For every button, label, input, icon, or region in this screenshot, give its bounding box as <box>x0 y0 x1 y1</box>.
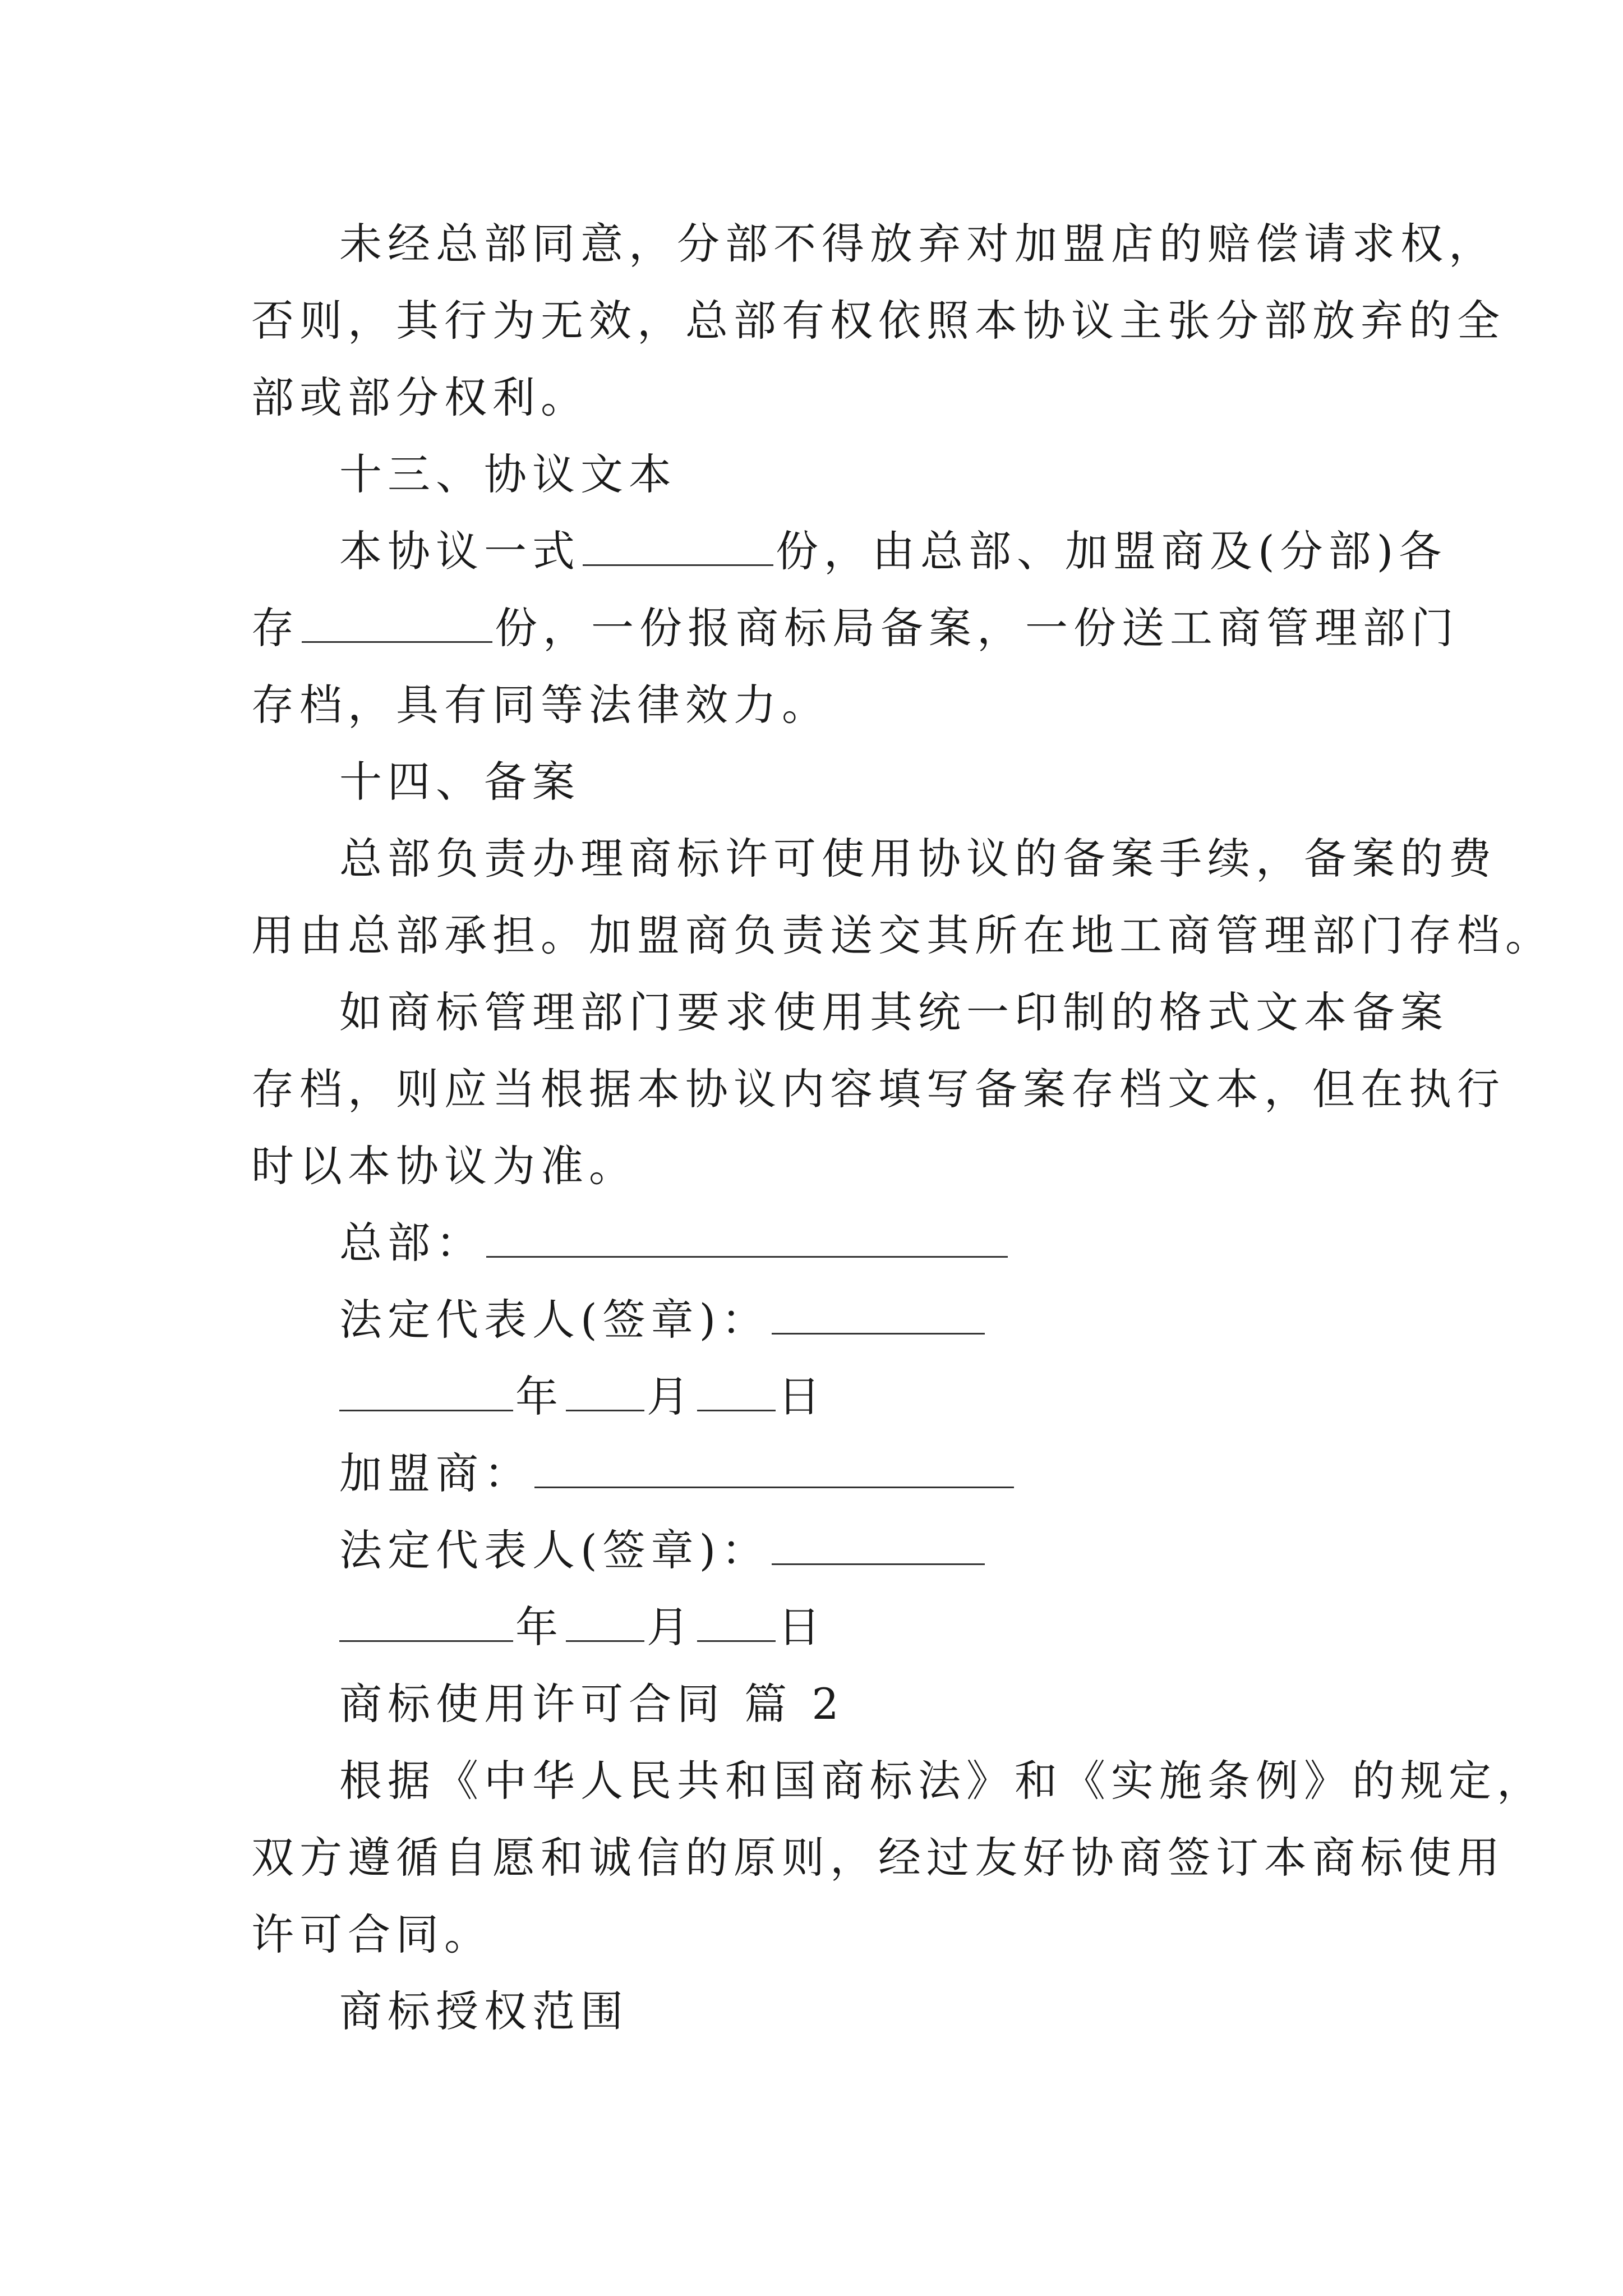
paragraph-line: 许可合同。 <box>251 1910 492 1959</box>
date-line <box>339 1599 826 1655</box>
fill-in-blank <box>583 525 773 566</box>
text-segment: 份，一份报商标局备案，一份送工商管理部门 <box>495 603 1459 653</box>
paragraph-line: 存档，则应当根据本协议内容填写备案存档文本，但在执行 <box>251 1064 1505 1114</box>
day-blank <box>697 1370 776 1411</box>
year-label: 年 <box>515 1372 564 1421</box>
day-label: 日 <box>778 1372 826 1421</box>
year-label: 年 <box>515 1602 564 1652</box>
paragraph-line: 部或部分权利。 <box>251 372 589 422</box>
paragraph-line: 时以本协议为准。 <box>251 1141 637 1191</box>
franchisee-label: 加盟商： <box>339 1448 532 1498</box>
paragraph-line: 如商标管理部门要求使用其统一印制的格式文本备案 <box>339 987 1449 1037</box>
signature-hq <box>339 1215 1010 1271</box>
signature-hq-rep <box>339 1292 987 1348</box>
rep-signature-blank <box>772 1294 985 1335</box>
paragraph-line: 根据《中华人民共和国商标法》和《实施条例》的规定， <box>339 1756 1545 1806</box>
text-segment: 份，由总部、加盟商及(分部)各 <box>776 526 1447 576</box>
text-segment: 本协议一式 <box>339 526 580 576</box>
month-label: 月 <box>647 1602 695 1652</box>
paragraph-line: 用由总部承担。加盟商负责送交其所在地工商管理部门存档。 <box>251 910 1553 960</box>
franchisee-signature-blank <box>534 1447 1014 1488</box>
day-label: 日 <box>778 1602 826 1652</box>
rep-signature-blank <box>772 1524 985 1565</box>
date-line <box>339 1369 826 1425</box>
year-blank <box>339 1370 513 1411</box>
section-heading: 十四、备案 <box>339 757 580 807</box>
signature-franchisee <box>339 1446 1016 1502</box>
month-blank <box>566 1601 644 1642</box>
day-blank <box>697 1601 776 1642</box>
year-blank <box>339 1601 513 1642</box>
rep-label: 法定代表人(签章)： <box>339 1525 770 1575</box>
paragraph-line: 未经总部同意，分部不得放弃对加盟店的赔偿请求权， <box>339 219 1497 269</box>
paragraph-line: 总部负责办理商标许可使用协议的备案手续，备案的费 <box>339 834 1497 884</box>
paragraph-line: 双方遵循自愿和诚信的原则，经过友好协商签订本商标使用 <box>251 1833 1505 1883</box>
paragraph-line <box>339 523 1447 579</box>
hq-signature-blank <box>486 1217 1008 1258</box>
paragraph-line: 存档，具有同等法律效力。 <box>251 680 830 730</box>
section-heading: 十三、协议文本 <box>339 449 677 499</box>
section-title: 商标使用许可合同 篇 2 <box>339 1679 845 1729</box>
month-label: 月 <box>647 1372 695 1421</box>
hq-label: 总部： <box>339 1218 484 1268</box>
signature-franchisee-rep <box>339 1522 987 1579</box>
paragraph-line <box>251 600 1459 656</box>
paragraph-line: 否则，其行为无效，总部有权依照本协议主张分部放弃的全 <box>251 296 1505 346</box>
rep-label: 法定代表人(签章)： <box>339 1295 770 1345</box>
month-blank <box>566 1370 644 1411</box>
fill-in-blank <box>302 602 492 643</box>
text-segment: 存 <box>251 603 299 653</box>
section-heading: 商标授权范围 <box>339 1986 629 2036</box>
